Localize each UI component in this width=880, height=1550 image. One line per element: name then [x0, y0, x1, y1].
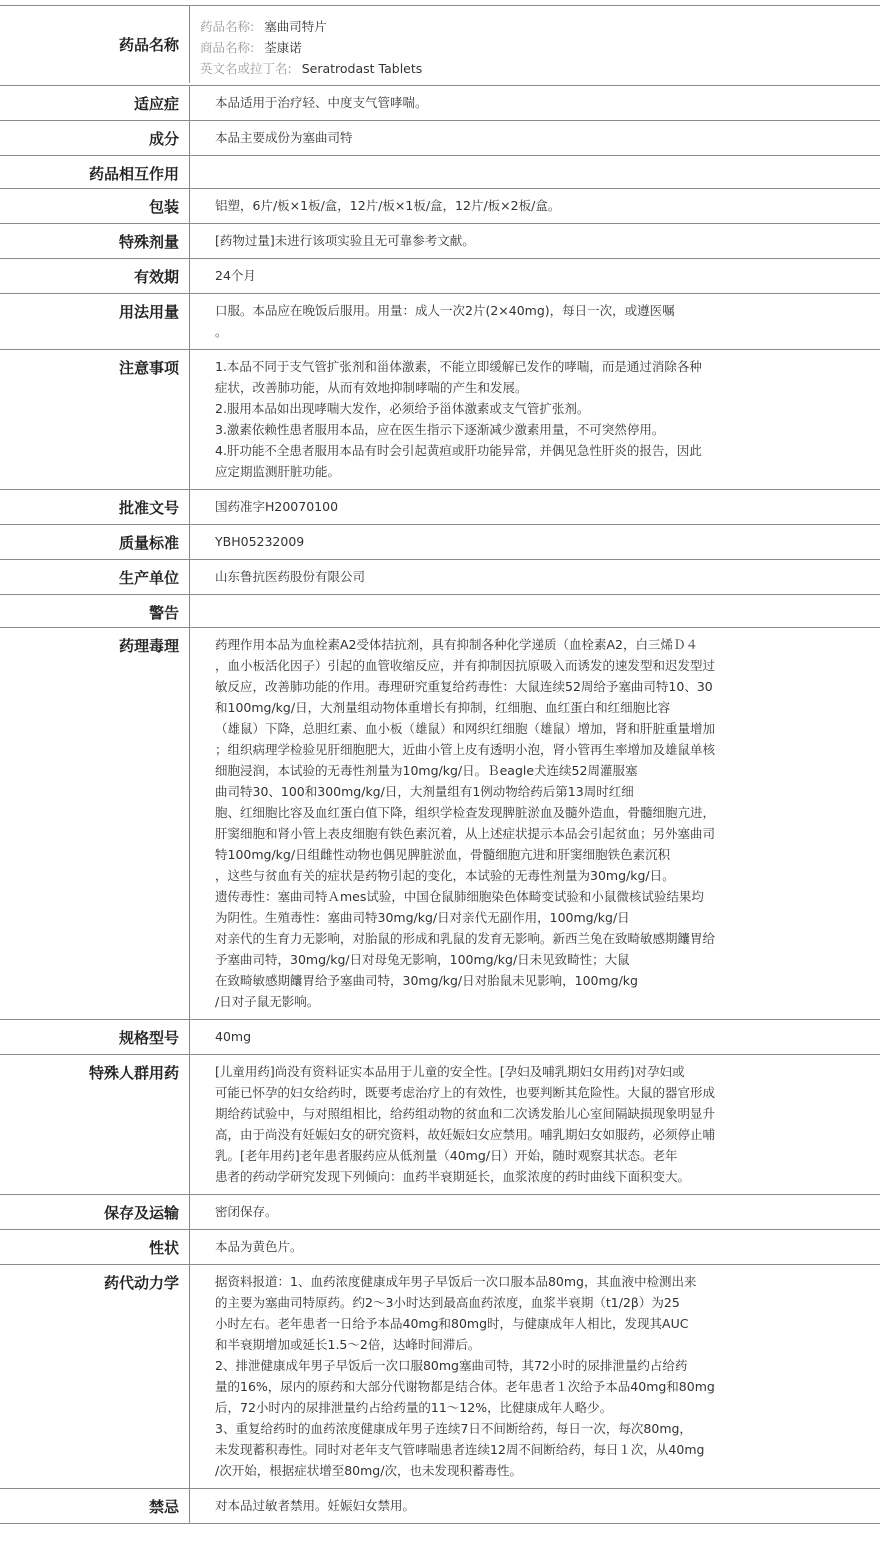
english-name-line [200, 58, 880, 79]
row-value-line: 。 [215, 324, 228, 339]
row-value [190, 1055, 880, 1194]
info-row [0, 1489, 880, 1524]
row-value [190, 156, 880, 188]
row-value-line: 和半衰期增加或延长1.5～2倍，达峰时间滞后。 [215, 1337, 481, 1352]
row-value [190, 1265, 880, 1488]
row-value-line: 和100mg/kg/日，大剂量组动物体重增长有抑制，红细胞、血红蛋白和红细胞比容 [215, 700, 671, 715]
row-value-line: 的主要为塞曲司特原药。约2～3小时达到最高血药浓度，血浆半衰期（t1/2β）为25 [215, 1295, 680, 1310]
row-value-line: 24个月 [215, 268, 256, 283]
info-row [0, 294, 880, 350]
row-value-line: ；组织病理学检验见肝细胞肥大，近曲小管上皮有透明小泡，肾小管再生率增加及雄鼠单核 [215, 742, 716, 757]
info-row [0, 525, 880, 560]
row-value [190, 1195, 880, 1229]
info-row [0, 1195, 880, 1230]
row-label-text: 批准文号 [118, 499, 179, 517]
row-label [0, 560, 190, 594]
row-label-text: 特殊剂量 [118, 233, 179, 251]
row-value-line: 本品主要成份为塞曲司特 [215, 130, 353, 145]
row-label [0, 6, 190, 83]
row-value-line: 可能已怀孕的妇女给药时，既要考虑治疗上的有效性，也要判断其危险性。大鼠的器官形成 [215, 1085, 716, 1100]
row-value [190, 294, 880, 349]
row-label-text: 特殊人群用药 [88, 1064, 179, 1082]
row-value-line: 据资料报道：1、血药浓度健康成年男子早饭后一次口服本品80mg，其血液中检测出来 [215, 1274, 697, 1289]
row-value-line: 后，72小时内的尿排泄量约占给药量的11～12%，比健康成年人略少。 [215, 1400, 613, 1415]
info-row [0, 490, 880, 525]
info-rows [0, 86, 880, 1524]
row-value-line: 对本品过敏者禁用。妊娠妇女禁用。 [215, 1498, 416, 1513]
row-value-line: 山东鲁抗医药股份有限公司 [215, 569, 366, 584]
info-row [0, 156, 880, 189]
info-row [0, 121, 880, 156]
row-value-line: 曲司特30、100和300mg/kg/日，大剂量组有1例动物给药后第13周时红细 [215, 784, 634, 799]
row-value-line: 小时左右。老年患者一日给予本品40mg和80mg时，与健康成年人相比，发现其AUC [215, 1316, 689, 1331]
row-value-line: 高，由于尚没有妊娠妇女的研究资料，故妊娠妇女应禁用。哺乳期妇女如服药，必须停止哺 [215, 1127, 716, 1142]
trade-name-value: 荃康诺 [264, 40, 302, 55]
row-value [190, 189, 880, 223]
row-label-text: 保存及运输 [103, 1204, 179, 1222]
row-label [0, 490, 190, 524]
row-value-line: 4.肝功能不全患者服用本品有时会引起黄疸或肝功能异常，并偶见急性肝炎的报告，因此 [215, 443, 702, 458]
row-label-text: 药代动力学 [103, 1274, 179, 1292]
row-label [0, 1265, 190, 1488]
row-value-line: 予塞曲司特，30mg/kg/日对母兔无影响，100mg/kg/日未见致畸性；大鼠 [215, 952, 630, 967]
info-row [0, 259, 880, 294]
row-value [190, 1489, 880, 1523]
row-label [0, 1020, 190, 1054]
generic-name-key: 药品名称: [200, 19, 255, 34]
row-value-line: 特100mg/kg/日组雌性动物也偶见脾脏淤血，骨髓细胞亢进和肝窦细胞铁色素沉积 [215, 847, 671, 862]
row-value [190, 350, 880, 489]
row-label [0, 1230, 190, 1264]
row-value [190, 490, 880, 524]
row-value [190, 86, 880, 120]
info-row [0, 224, 880, 259]
row-value-line: 药理作用本品为血栓素A2受体拮抗剂，具有抑制各种化学递质（血栓素A2，白三烯Ｄ４ [215, 637, 699, 652]
row-value-line: 乳。[老年用药]老年患者服药应从低剂量（40mg/日）开始，随时观察其状态。老年 [215, 1148, 678, 1163]
row-value-line: /日对子鼠无影响。 [215, 994, 320, 1009]
row-drug-names [0, 6, 880, 86]
row-value-line: 应定期监测肝脏功能。 [215, 464, 341, 479]
drug-info-table [0, 5, 880, 1524]
row-label-text: 成分 [148, 130, 179, 148]
row-value-line: 未发现蓄积毒性。同时对老年支气管哮喘患者连续12周不间断给药，每日１次，从40mg [215, 1442, 705, 1457]
row-value [190, 1230, 880, 1264]
trade-name-key: 商品名称: [200, 40, 255, 55]
row-label [0, 1489, 190, 1523]
row-label [0, 86, 190, 120]
row-value-line: 40mg [215, 1029, 252, 1044]
info-row [0, 86, 880, 121]
row-label-text: 药品名称 [118, 36, 179, 54]
row-value [190, 595, 880, 627]
row-value-line: 敏反应，改善肺功能的作用。毒理研究重复给药毒性：大鼠连续52周给予塞曲司特10、30 [215, 679, 713, 694]
row-value [190, 121, 880, 155]
info-row [0, 1265, 880, 1489]
info-row [0, 1020, 880, 1055]
generic-name-line [200, 16, 880, 37]
info-row [0, 628, 880, 1020]
row-value-line: 2.服用本品如出现哮喘大发作，必须给予甾体激素或支气管扩张剂。 [215, 401, 590, 416]
row-value [190, 525, 880, 559]
row-value-line: 患者的药动学研究发现下列倾向：血药半衰期延长，血浆浓度的药时曲线下面积变大。 [215, 1169, 691, 1184]
row-label-text: 药理毒理 [118, 637, 179, 655]
row-label-text: 警告 [148, 604, 179, 622]
info-row [0, 560, 880, 595]
row-label [0, 189, 190, 223]
trade-name-line [200, 37, 880, 58]
row-label-text: 适应症 [133, 95, 179, 113]
row-label-text: 禁忌 [148, 1498, 179, 1516]
row-value-line: 本品适用于治疗轻、中度支气管哮喘。 [215, 95, 428, 110]
row-value [190, 560, 880, 594]
row-value [190, 1020, 880, 1054]
row-value-line: 铝塑，6片/板×1板/盒，12片/板×1板/盒，12片/板×2板/盒。 [215, 198, 561, 213]
row-label [0, 294, 190, 349]
row-label-text: 规格型号 [118, 1029, 179, 1047]
row-value-line: ，这些与贫血有关的症状是药物引起的变化，本试验的无毒性剂量为30mg/kg/日。 [215, 868, 675, 883]
row-label-text: 性状 [148, 1239, 179, 1257]
row-value-line: ，血小板活化因子）引起的血管收缩反应，并有抑制因抗原吸入而诱发的速发型和迟发型过 [215, 658, 716, 673]
row-value-line: 细胞浸润，本试验的无毒性剂量为10mg/kg/日。Ｂeagle犬连续52周灌服塞 [215, 763, 638, 778]
row-label-text: 质量标准 [118, 534, 179, 552]
info-row [0, 189, 880, 224]
row-value-line: /次开始，根据症状增至80mg/次，也未发现积蓄毒性。 [215, 1463, 522, 1478]
row-value [190, 6, 880, 85]
row-value-line: 量的16%，尿内的原药和大部分代谢物都是结合体。老年患者１次给予本品40mg和80mg [215, 1379, 715, 1394]
row-value-line: 肝窦细胞和肾小管上表皮细胞有铁色素沉着，从上述症状提示本品会引起贫血；另外塞曲司 [215, 826, 716, 841]
row-value [190, 259, 880, 293]
row-value-line: 2、排泄健康成年男子早饭后一次口服80mg塞曲司特，其72小时的尿排泄量约占给药 [215, 1358, 688, 1373]
row-label-text: 注意事项 [118, 359, 179, 377]
info-row [0, 595, 880, 628]
row-label-text: 生产单位 [118, 569, 179, 587]
row-label [0, 595, 190, 627]
row-label [0, 156, 190, 188]
english-name-value: Seratrodast Tablets [301, 61, 423, 76]
row-label [0, 224, 190, 258]
row-value-line: 胞、红细胞比容及血红蛋白值下降，组织学检查发现脾脏淤血及髓外造血，骨髓细胞亢进， [215, 805, 716, 820]
row-value-line: 在致畸敏感期饢胃给予塞曲司特，30mg/kg/日对胎鼠未见影响，100mg/kg [215, 973, 638, 988]
row-label [0, 1195, 190, 1229]
row-value-line: 遗传毒性：塞曲司特Ａmes试验，中国仓鼠肺细胞染色体畸变试验和小鼠微核试验结果均 [215, 889, 704, 904]
row-value-line: 3.激素依赖性患者服用本品，应在医生指示下逐渐减少激素用量，不可突然停用。 [215, 422, 665, 437]
row-label [0, 628, 190, 1019]
row-value [190, 628, 880, 1019]
row-label [0, 1055, 190, 1194]
row-value-line: 为阴性。生殖毒性：塞曲司特30mg/kg/日对亲代无副作用，100mg/kg/日 [215, 910, 630, 925]
row-label-text: 有效期 [133, 268, 179, 286]
row-value-line: （雄鼠）下降，总胆红素、血小板（雄鼠）和网织红细胞（雄鼠）增加，肾和肝脏重量增加 [215, 721, 716, 736]
row-value-line: 3、重复给药时的血药浓度健康成年男子连续7日不间断给药，每日一次，每次80mg， [215, 1421, 692, 1436]
english-name-key: 英文名或拉丁名: [200, 61, 292, 76]
row-value-line: 对亲代的生育力无影响，对胎鼠的形成和乳鼠的发育无影响。新西兰兔在致畸敏感期饢胃给 [215, 931, 716, 946]
row-value-line: [儿童用药]尚没有资料证实本品用于儿童的安全性。[孕妇及哺乳期妇女用药]对孕妇或 [215, 1064, 685, 1079]
row-value-line: 国药准字H20070100 [215, 499, 339, 514]
row-value-line: 1.本品不同于支气管扩张剂和甾体激素，不能立即缓解已发作的哮喘，而是通过消除各种 [215, 359, 702, 374]
info-row [0, 350, 880, 490]
row-value [190, 224, 880, 258]
row-label-text: 用法用量 [118, 303, 179, 321]
row-value-line: 期给药试验中，与对照组相比，给药组动物的贫血和二次诱发胎儿心室间隔缺损现象明显升 [215, 1106, 716, 1121]
row-value-line: 症状，改善肺功能，从而有效地抑制哮喘的产生和发展。 [215, 380, 528, 395]
row-label [0, 121, 190, 155]
info-row [0, 1230, 880, 1265]
row-label-text: 包装 [148, 198, 179, 216]
row-label [0, 259, 190, 293]
info-row [0, 1055, 880, 1195]
generic-name-value: 塞曲司特片 [264, 19, 327, 34]
row-label [0, 525, 190, 559]
row-label [0, 350, 190, 489]
row-value-line: 口服。本品应在晚饭后服用。用量：成人一次2片(2×40mg)，每日一次，或遵医嘱 [215, 303, 675, 318]
row-value-line: YBH05232009 [215, 534, 305, 549]
row-value-line: 密闭保存。 [215, 1204, 278, 1219]
row-value-line: 本品为黄色片。 [215, 1239, 303, 1254]
row-label-text: 药品相互作用 [88, 165, 179, 183]
row-value-line: [药物过量]未进行该项实验且无可靠参考文献。 [215, 233, 475, 248]
